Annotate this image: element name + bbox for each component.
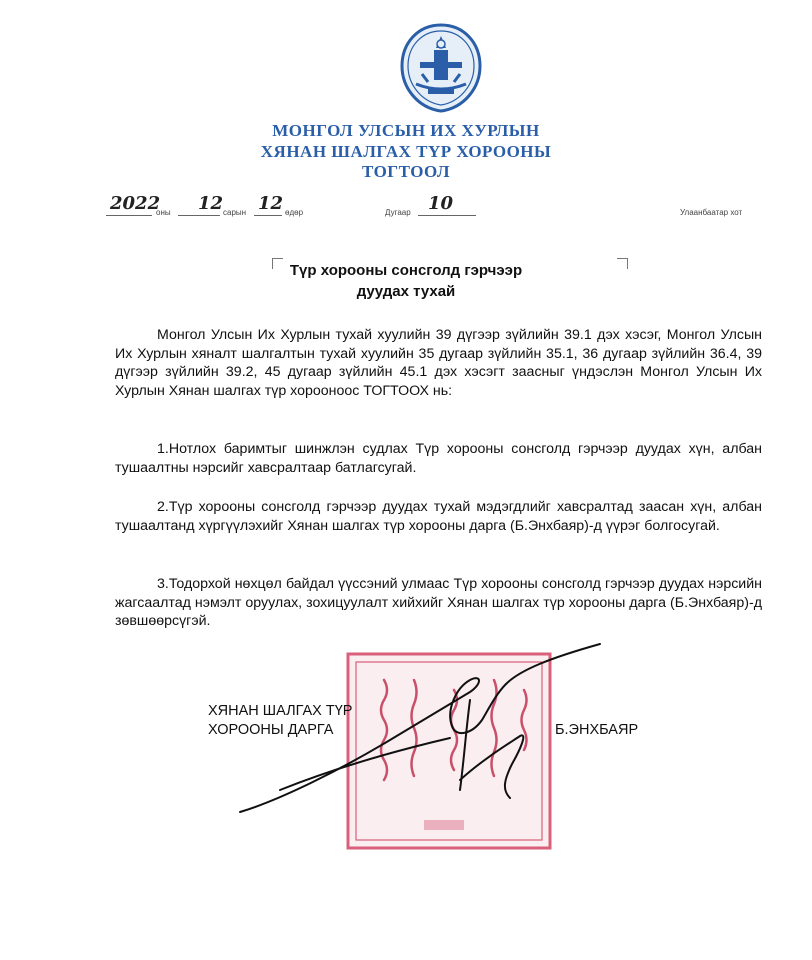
signatory-name: Б.ЭНХБАЯР — [555, 722, 639, 738]
day-underline — [254, 215, 282, 216]
year-handwritten: 2022 — [110, 193, 161, 214]
month-label: сарын — [223, 208, 247, 217]
org-name-line2: ХЯНАН ШАЛГАХ ТҮР ХОРООНЫ — [260, 142, 552, 161]
day-handwritten: 12 — [258, 193, 284, 214]
resolution-item-3: 3.Тодорхой нөхцөл байдал үүссэний улмаас Түр хорооны сонсголд гэрчээр дуудах нэрсийн жагсаалтад нэмэлт оруулах, зохицуулалт хийхийг Хянан шалгах түр хорооны дарга (Б.Энхбаяр)-д зөвшөөрсүгэй. — [115, 576, 762, 630]
signatory-title-line1: ХЯНАН ШАЛГАХ ТҮР — [208, 703, 353, 719]
number-underline — [418, 215, 476, 216]
number-handwritten: 10 — [428, 193, 454, 214]
document-title-line2: дуудах тухай — [356, 283, 456, 300]
year-underline — [106, 215, 152, 216]
month-handwritten: 12 — [198, 193, 224, 214]
number-label: Дугаар — [385, 208, 411, 217]
handwritten-signature — [220, 640, 620, 840]
resolution-item-2: 2.Түр хорооны сонсголд гэрчээр дуудах тухай мэдэгдлийг хавсралтад заасан хүн, албан тушаалтанд хүргүүлэхийг Хянан шалгах түр хорооны дарга (Б.Энхбаяр)-д үүрэг болгосугай. — [115, 499, 762, 534]
document-title-line1: Түр хорооны сонсголд гэрчээр — [289, 262, 523, 279]
month-underline — [178, 215, 220, 216]
state-emblem-icon — [398, 22, 484, 114]
preamble-paragraph: Монгол Улсын Их Хурлын тухай хуулийн 39 дүгээр зүйлийн 39.1 дэх хэсэг, Монгол Улсын Их Хурлын хяналт шалгалтын тухай хуулийн 35 дугаар зүйлийн 35.1, 36 дугаар зүйлийн 36.4, 39 дүгээр зүйлийн 39.2, 45 дугаар зүйлийн 45.1 дэх хэсэгт заасныг үндэслэн Монгол Улсын Их Хурлын Хянан шалгах түр хорооноос ТОГТООХ нь: — [115, 327, 762, 399]
date-line — [0, 195, 812, 225]
org-name-line1: МОНГОЛ УЛСЫН ИХ ХУРЛЫН — [272, 121, 540, 140]
year-label: оны — [156, 208, 171, 217]
resolution-item-1: 1.Нотлох баримтыг шинжлэн судлах Түр хорооны сонсголд гэрчээр дуудах хүн, албан тушаалтны нэрсийг хавсралтаар батлагсугай. — [115, 441, 762, 476]
document-type: ТОГТООЛ — [361, 162, 451, 181]
day-label: өдөр — [285, 208, 304, 217]
place-label: Улаанбаатар хот — [680, 208, 743, 217]
signatory-title-line2: ХОРООНЫ ДАРГА — [208, 722, 334, 738]
